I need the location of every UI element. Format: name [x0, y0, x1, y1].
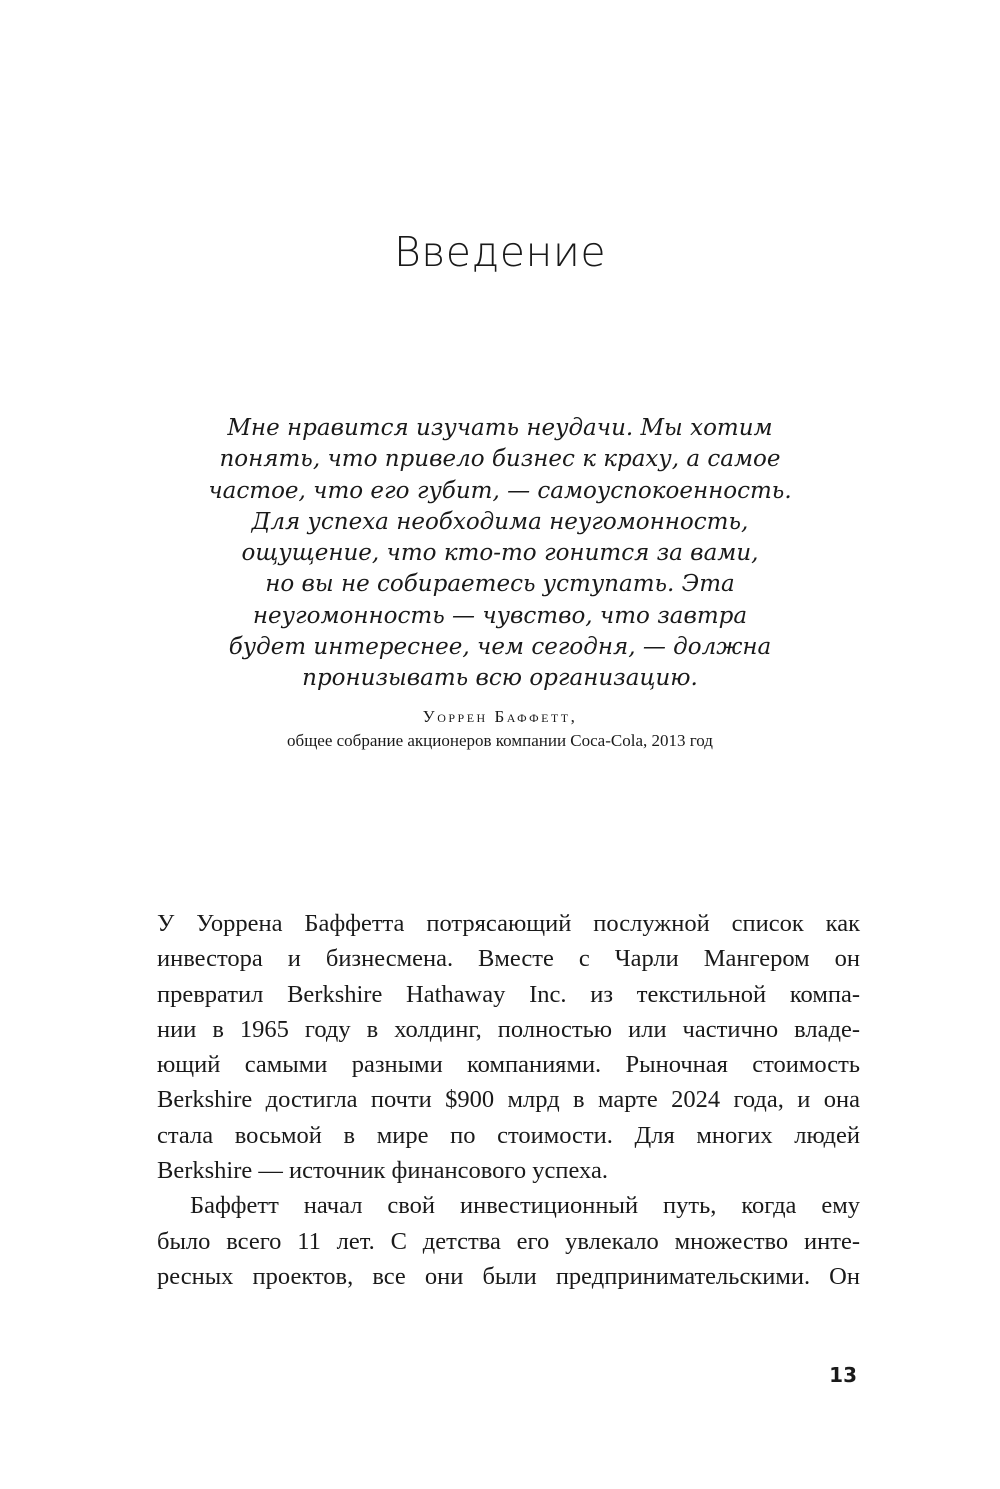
epigraph-line: но вы не собираетесь уступать. Эта — [265, 571, 735, 598]
epigraph — [150, 413, 850, 753]
body-line: нии в 1965 году в холдинг, полностью или частично владе- — [157, 1015, 860, 1043]
body-line: было всего 11 лет. С детства его увлекало множество инте- — [157, 1227, 860, 1255]
body-line: Berkshire достигла почти $900 млрд в марте 2024 года, и она — [157, 1086, 860, 1114]
epigraph-line: будет интереснее, чем сегодня, — должна — [228, 634, 772, 661]
epigraph-line: пронизывать всю организацию. — [302, 665, 698, 692]
epigraph-source: общее собрание акционеров компании Coca-Cola, 2013 год — [287, 730, 713, 750]
epigraph-line: ощущение, что кто-то гонится за вами, — [241, 540, 759, 567]
epigraph-line: Мне нравится изучать неудачи. Мы хотим — [227, 415, 773, 441]
epigraph-line: Для успеха необходима неугомонность, — [251, 508, 749, 535]
page-number: 13 — [829, 1363, 857, 1387]
body-line: превратил Berkshire Hathaway Inc. из текстильной компа- — [157, 980, 860, 1008]
body-line: Баффетт начал свой инвестиционный путь, когда ему — [190, 1192, 860, 1220]
paragraph-1 — [157, 906, 860, 1188]
body-line: У Уоррена Баффетта потрясающий послужной список как — [157, 910, 860, 937]
body-text — [157, 906, 860, 1294]
body-line: ющий самыми разными компаниями. Рыночная стоимость — [157, 1051, 860, 1079]
body-line: ресных проектов, все они были предпринимательскими. Он — [157, 1262, 860, 1290]
epigraph-author: Уоррен Баффетт, — [422, 706, 578, 726]
epigraph-line: понять, что привело бизнес к краху, а самое — [219, 446, 781, 473]
epigraph-line: частое, что его губит, — самоуспокоенность. — [208, 477, 792, 504]
chapter-title: Введение — [393, 228, 607, 276]
body-line: Berkshire — источник финансового успеха. — [157, 1157, 608, 1185]
paragraph-2 — [157, 1188, 860, 1294]
epigraph-line: неугомонность — чувство, что завтра — [252, 602, 748, 629]
body-line: стала восьмой в мире по стоимости. Для многих людей — [157, 1121, 860, 1149]
body-line: инвестора и бизнесмена. Вместе с Чарли Мангером он — [157, 945, 860, 973]
